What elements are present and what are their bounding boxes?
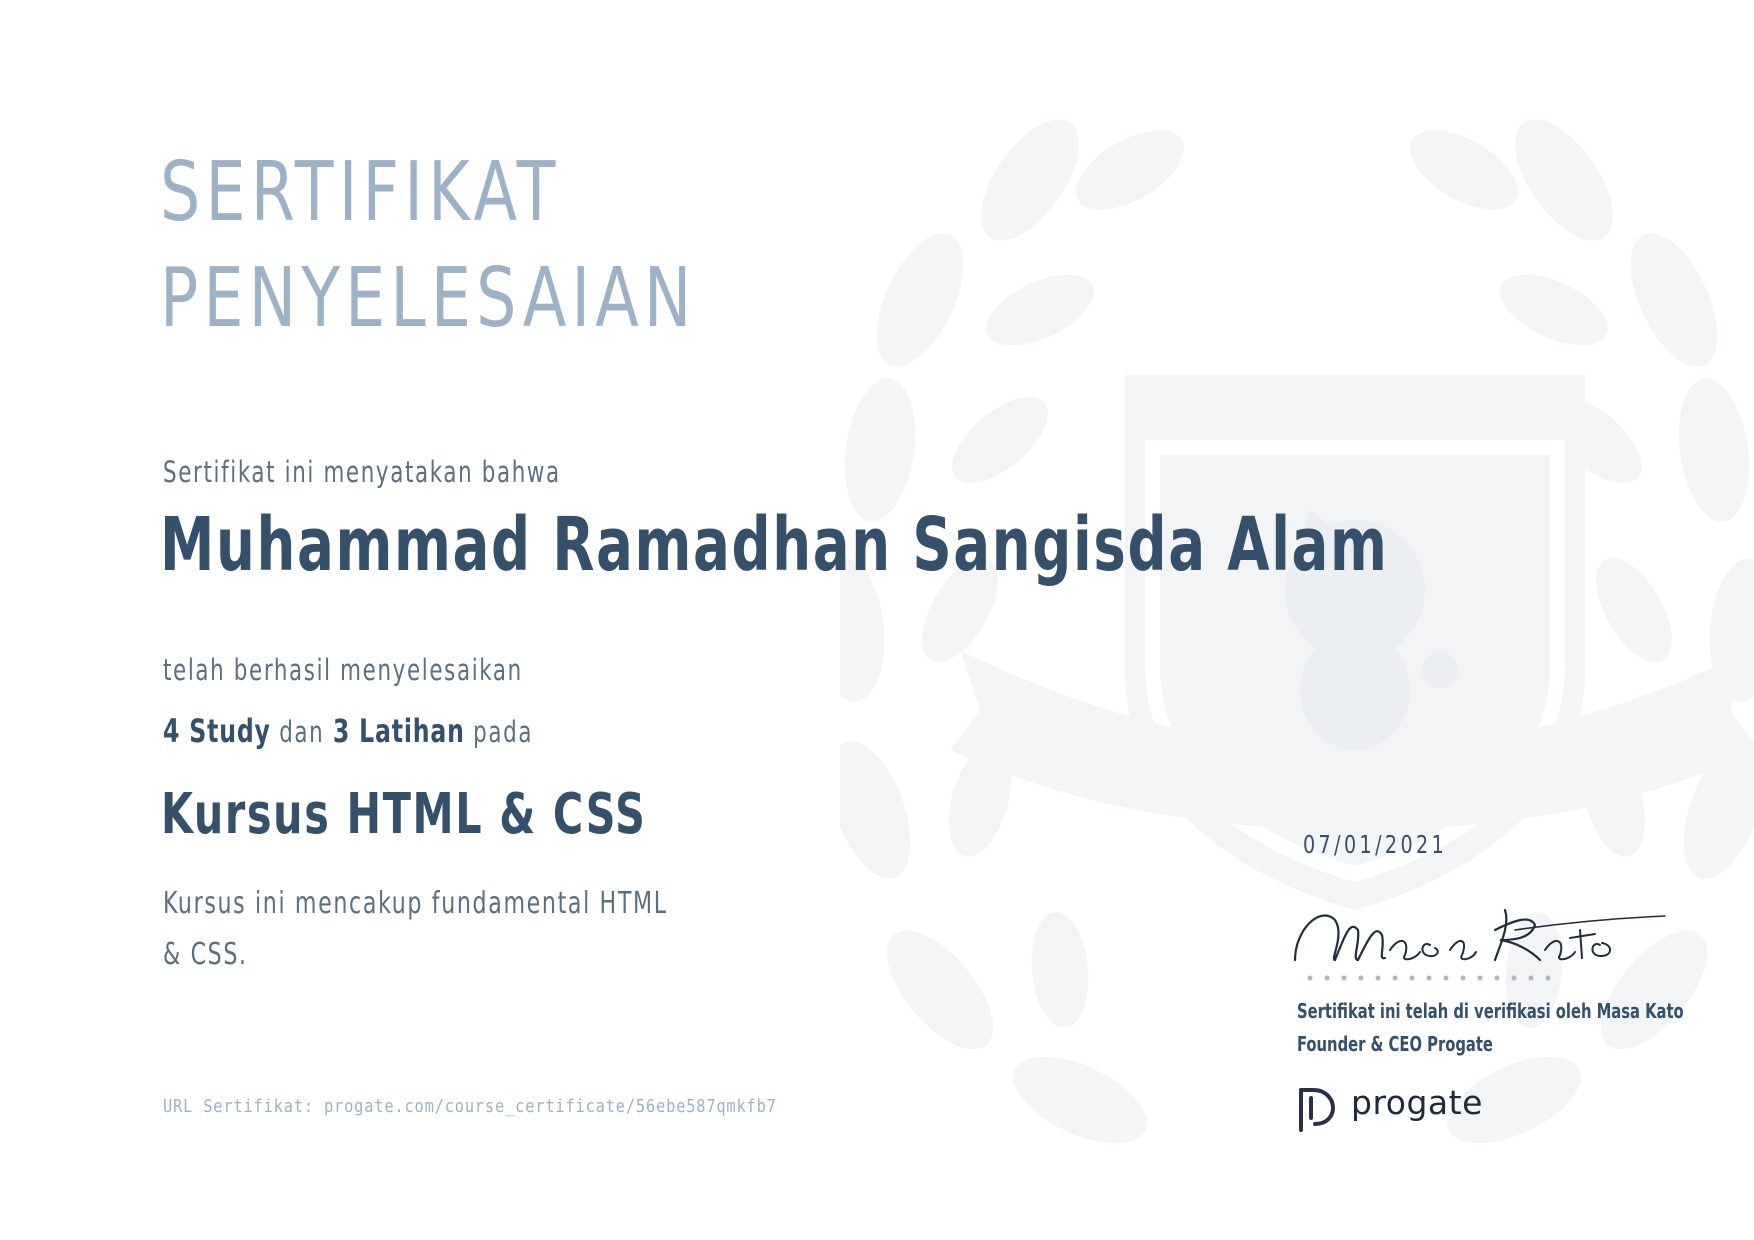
conjunction-text: dan bbox=[279, 715, 325, 749]
certificate-title bbox=[160, 140, 696, 352]
intro-text: Sertifikat ini menyatakan bahwa bbox=[163, 455, 561, 489]
course-description: Kursus ini mencakup fundamental HTML & CSS. bbox=[163, 886, 668, 972]
certificate-title-line1: SERTIFIKAT bbox=[160, 145, 561, 240]
completion-counts bbox=[163, 712, 533, 750]
exercise-count: 3 Latihan bbox=[332, 712, 465, 750]
verified-by-text: Sertifikat ini telah di verifikasi oleh Masa Kato bbox=[1297, 999, 1684, 1023]
recipient-name: Muhammad Ramadhan Sangisda Alam bbox=[160, 502, 1389, 588]
progate-logo-icon bbox=[1297, 1084, 1337, 1132]
progate-logo bbox=[1297, 1083, 1483, 1133]
preposition-text: pada bbox=[473, 715, 534, 749]
course-name: Kursus HTML & CSS bbox=[161, 782, 647, 847]
study-count: 4 Study bbox=[163, 712, 271, 750]
certificate-date: 07/01/2021 bbox=[1303, 830, 1448, 859]
completed-text: telah berhasil menyelesaikan bbox=[163, 653, 523, 687]
certificate-title-line2: PENYELESAIAN bbox=[160, 251, 697, 346]
signature-masa-kato bbox=[1290, 880, 1670, 1000]
progate-brand-name: progate bbox=[1351, 1082, 1483, 1122]
signer-role-text: Founder & CEO Progate bbox=[1297, 1032, 1493, 1056]
verification-block bbox=[1297, 995, 1684, 1061]
certificate-url[interactable]: URL Sertifikat: progate.com/course_certificate/56ebe587qmkfb7 bbox=[163, 1096, 777, 1117]
